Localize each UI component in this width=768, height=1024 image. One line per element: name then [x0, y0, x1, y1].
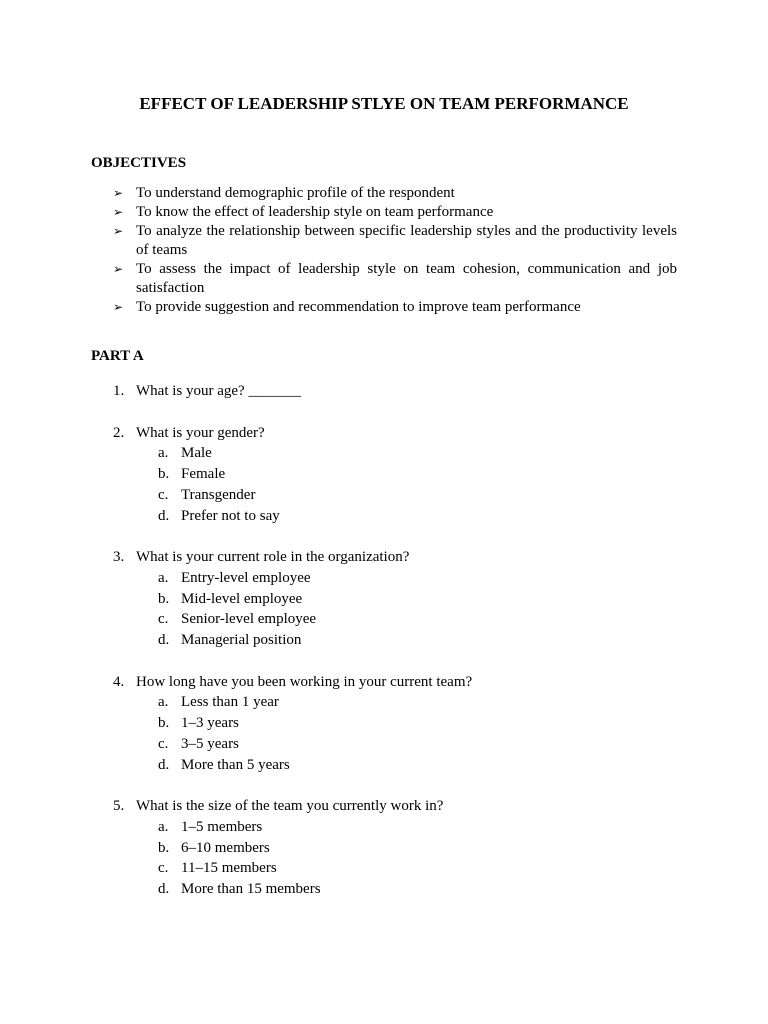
options-list [136, 568, 677, 651]
option-label: a. [158, 445, 169, 462]
option-item [136, 755, 677, 776]
question-number: 3. [113, 549, 125, 566]
question-gender [91, 423, 677, 527]
option-item [136, 817, 677, 838]
option-text: Managerial position [181, 632, 302, 649]
option-label: c. [158, 735, 169, 752]
option-label: a. [158, 569, 169, 586]
option-text: Less than 1 year [181, 694, 279, 711]
option-item [136, 713, 677, 734]
option-label: c. [158, 860, 169, 877]
question-role [91, 547, 677, 651]
document-title: EFFECT OF LEADERSHIP STLYE ON TEAM PERFORMANCE [139, 94, 629, 113]
option-item [136, 568, 677, 589]
option-item [136, 464, 677, 485]
option-text: Prefer not to say [181, 507, 280, 524]
question-tenure [91, 672, 677, 776]
question-number: 4. [113, 673, 125, 690]
arrowhead-bullet-icon: ➢ [113, 262, 124, 276]
arrowhead-bullet-icon: ➢ [113, 300, 124, 314]
option-text: 6–10 members [181, 839, 270, 856]
objective-item [91, 260, 677, 298]
question-team-size [91, 796, 677, 900]
options-list [136, 692, 677, 775]
objective-text: To understand demographic profile of the respondent [136, 185, 455, 201]
option-label: b. [158, 839, 170, 856]
question-text: What is your gender? [136, 424, 265, 441]
objective-item [91, 298, 677, 317]
option-label: d. [158, 507, 170, 524]
option-item [136, 838, 677, 859]
objective-text: To provide suggestion and recommendation to improve team performance [136, 299, 581, 315]
question-text: How long have you been working in your current team? [136, 673, 473, 690]
question-text: What is your age? _______ [136, 383, 301, 399]
question-number: 5. [113, 798, 125, 815]
option-item [136, 879, 677, 900]
objectives-list [91, 184, 677, 317]
option-item [136, 734, 677, 755]
question-age [91, 381, 677, 402]
question-text: What is your current role in the organization? [136, 549, 410, 566]
options-list [136, 443, 677, 526]
arrowhead-bullet-icon: ➢ [113, 224, 124, 238]
option-item [136, 589, 677, 610]
option-label: d. [158, 881, 170, 898]
option-label: a. [158, 694, 169, 711]
option-text: Senior-level employee [181, 611, 317, 628]
question-number: 1. [113, 383, 125, 399]
arrowhead-bullet-icon: ➢ [113, 186, 124, 200]
option-label: b. [158, 715, 170, 732]
option-item [136, 506, 677, 527]
option-text: 3–5 years [181, 735, 239, 752]
option-item [136, 692, 677, 713]
objective-text: To assess the impact of leadership style on team cohesion, communication and job satisfaction [136, 261, 677, 296]
option-label: d. [158, 632, 170, 649]
arrowhead-bullet-icon: ➢ [113, 205, 124, 219]
objective-text: To analyze the relationship between specific leadership styles and the productivity levels of teams [136, 223, 677, 258]
option-label: a. [158, 818, 169, 835]
option-item [136, 858, 677, 879]
option-item [136, 443, 677, 464]
option-label: b. [158, 590, 170, 607]
option-text: Mid-level employee [181, 590, 303, 607]
objective-item [91, 184, 677, 203]
part-a-heading: PART A [91, 348, 144, 364]
objectives-heading: OBJECTIVES [91, 155, 187, 171]
option-text: Male [181, 445, 212, 462]
objective-item [91, 222, 677, 260]
option-item [136, 609, 677, 630]
option-text: 11–15 members [181, 860, 277, 877]
option-item [136, 630, 677, 651]
questions-list [91, 381, 677, 921]
option-label: b. [158, 466, 170, 483]
objective-item [91, 203, 677, 222]
option-text: Female [181, 466, 226, 483]
option-text: More than 5 years [181, 756, 290, 773]
option-text: 1–3 years [181, 715, 239, 732]
question-text: What is the size of the team you currently work in? [136, 798, 444, 815]
option-text: 1–5 members [181, 818, 263, 835]
question-number: 2. [113, 424, 125, 441]
option-label: c. [158, 486, 169, 503]
option-label: c. [158, 611, 169, 628]
option-item [136, 485, 677, 506]
options-list [136, 817, 677, 900]
objective-text: To know the effect of leadership style on team performance [136, 204, 494, 220]
option-text: Transgender [181, 486, 256, 503]
option-label: d. [158, 756, 170, 773]
option-text: Entry-level employee [181, 569, 311, 586]
option-text: More than 15 members [181, 881, 321, 898]
